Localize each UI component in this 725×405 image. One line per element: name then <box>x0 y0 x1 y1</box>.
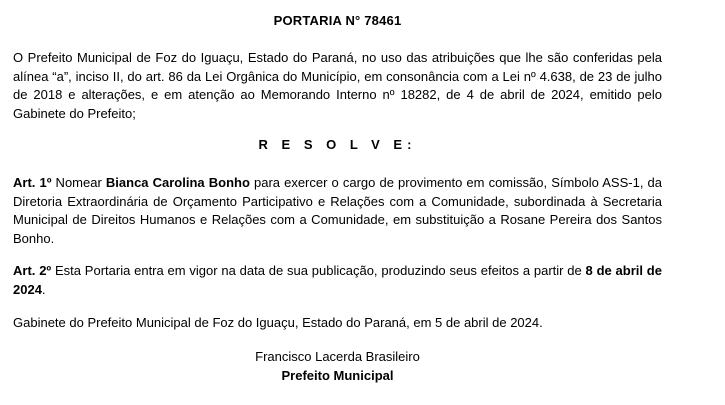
article-2-label: Art. 2º <box>13 263 52 278</box>
appointee-name: Bianca Carolina Bonho <box>105 175 250 190</box>
article-2-text-after: . <box>41 281 46 297</box>
article-2-text-before: Esta Portaria entra em vigor na data de sua publicação, produzindo seus efeitos a partir de <box>51 263 586 278</box>
article-1-paragraph <box>13 174 662 248</box>
effective-date: 8 de abril de 2024 <box>13 263 662 297</box>
intro-paragraph: O Prefeito Municipal de Foz do Iguaçu, Estado do Paraná, no uso das atribuições que lhe são conferidas pela alínea “a”, inciso II, do art. 86 da Lei Orgânica do Município, em consonância com a Lei nº 4.638, de 23 de julho de 2018 e alterações, e em atenção ao Memorando Interno nº 18282, de 4 de abril de 2024, emitido pelo Gabinete do Prefeito; <box>13 50 662 121</box>
article-1-text-before: Nomear <box>51 175 106 190</box>
closing-paragraph: Gabinete do Prefeito Municipal de Foz do Iguaçu, Estado do Paraná, em 5 de abril de 2024. <box>13 315 543 330</box>
article-2-paragraph <box>13 262 662 299</box>
signer-name: Francisco Lacerda Brasileiro <box>255 349 420 364</box>
signer-role: Prefeito Municipal <box>281 368 394 383</box>
article-1-text-after: para exercer o cargo de provimento em comissão, Símbolo ASS-1, da Diretoria Extraordinária de Orçamento Participativo e Relações com a Comunidade, subordinada à Secretaria Municipal de Direitos Humanos e Relações com a Comunidade, em substituição a Rosane Pereira dos Santos Bonho. <box>13 175 662 246</box>
document-title: PORTARIA N° 78461 <box>273 13 402 28</box>
resolve-heading: R E S O L V E: <box>258 137 417 152</box>
article-1-label: Art. 1º <box>13 175 52 190</box>
